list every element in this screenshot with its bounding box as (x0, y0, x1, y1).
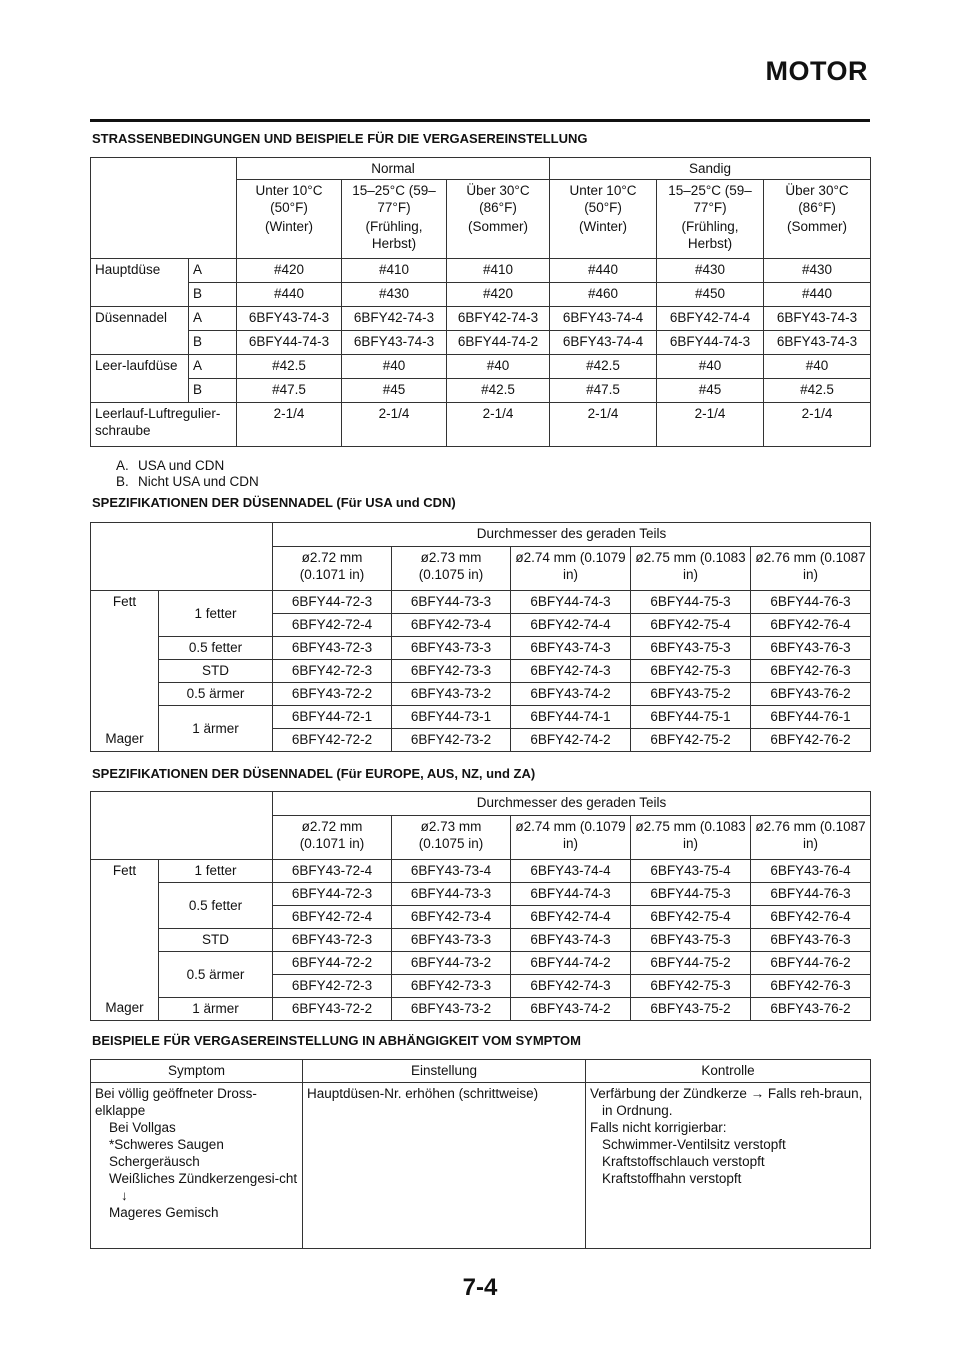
col-header: Über 30°C (86°F) (764, 180, 871, 217)
check-item: Kraftstoffhahn verstopft (602, 1171, 742, 1186)
value-cell: 6BFY43-74-3 (764, 306, 871, 330)
needle-cell: 6BFY42-75-4 (631, 614, 751, 637)
col-header: Über 30°C (86°F) (447, 180, 550, 217)
value-cell: #42.5 (237, 354, 342, 378)
down-arrow-icon: ↓ (121, 1188, 128, 1203)
diam-cell: ø2.74 mm (0.1079 in) (511, 816, 631, 860)
check-line: Falls nicht korrigierbar: (590, 1120, 727, 1135)
needle-cell: 6BFY44-73-2 (392, 952, 511, 975)
check-header: Kontrolle (586, 1060, 871, 1083)
needle-cell: 6BFY43-74-2 (511, 998, 631, 1021)
value-cell: #430 (342, 282, 447, 306)
value-cell: 2-1/4 (657, 402, 764, 446)
diam-cell: ø2.72 mm (0.1071 in) (273, 816, 392, 860)
needle-table-europe (90, 791, 871, 1021)
season-cell: (Sommer) (447, 216, 550, 258)
step-label: 0.5 fetter (159, 883, 273, 929)
needle-cell: 6BFY44-73-3 (392, 883, 511, 906)
value-cell: 6BFY43-74-4 (550, 306, 657, 330)
sandig-header: Sandig (550, 158, 871, 180)
value-cell: #440 (764, 282, 871, 306)
col-header: 15–25°C (59–77°F) (657, 180, 764, 217)
value-cell: #430 (764, 258, 871, 282)
needle-cell: 6BFY43-74-3 (511, 637, 631, 660)
row-label-pilot-jet: Leer-laufdüse (91, 354, 189, 402)
value-cell: #42.5 (447, 378, 550, 402)
mager-label: Mager (105, 731, 144, 746)
symptom-table (90, 1059, 871, 1249)
needle-cell: 6BFY42-73-2 (392, 729, 511, 752)
needle-cell: 6BFY44-72-1 (273, 706, 392, 729)
key-cell: B (189, 330, 237, 354)
step-label: 0.5 ärmer (159, 683, 273, 706)
step-label: 1 ärmer (159, 706, 273, 752)
needle-cell: 6BFY43-74-2 (511, 683, 631, 706)
diam-cell: ø2.74 mm (0.1079 in) (511, 547, 631, 591)
fett-label: Fett (112, 594, 137, 609)
value-cell: 2-1/4 (550, 402, 657, 446)
value-cell: #42.5 (764, 378, 871, 402)
step-label: 0.5 ärmer (159, 952, 273, 998)
season-cell: (Winter) (550, 216, 657, 258)
needle-cell: 6BFY43-73-2 (392, 683, 511, 706)
value-cell: #460 (550, 282, 657, 306)
symptom-result: Mageres Gemisch (109, 1205, 219, 1220)
needle-cell: 6BFY42-72-3 (273, 660, 392, 683)
value-cell: 6BFY42-74-3 (447, 306, 550, 330)
value-cell: 6BFY43-74-3 (764, 330, 871, 354)
needle-cell: 6BFY43-72-3 (273, 929, 392, 952)
needle-cell: 6BFY42-73-3 (392, 975, 511, 998)
value-cell: #410 (342, 258, 447, 282)
value-cell: #42.5 (550, 354, 657, 378)
needle-cell: 6BFY43-75-4 (631, 860, 751, 883)
diam-cell: ø2.72 mm (0.1071 in) (273, 547, 392, 591)
needle-cell: 6BFY42-73-4 (392, 614, 511, 637)
needle-cell: 6BFY43-76-2 (751, 683, 871, 706)
symptom-cell (91, 1083, 303, 1249)
col-header: Unter 10°C (50°F) (237, 180, 342, 217)
needle-cell: 6BFY42-72-3 (273, 975, 392, 998)
needle-cell: 6BFY43-72-4 (273, 860, 392, 883)
needle-cell: 6BFY43-74-3 (511, 929, 631, 952)
needle-cell: 6BFY42-73-4 (392, 906, 511, 929)
value-cell: #430 (657, 258, 764, 282)
fett-label: Fett (112, 863, 137, 878)
needle-cell: 6BFY44-72-2 (273, 952, 392, 975)
corner-cell (91, 158, 237, 217)
diam-cell: ø2.73 mm (0.1075 in) (392, 816, 511, 860)
needle-cell: 6BFY44-75-3 (631, 883, 751, 906)
value-cell: #410 (447, 258, 550, 282)
key-cell: A (189, 258, 237, 282)
step-label: 1 fetter (159, 591, 273, 637)
needle-cell: 6BFY42-75-4 (631, 906, 751, 929)
needle-cell: 6BFY42-72-2 (273, 729, 392, 752)
needle-cell: 6BFY42-73-3 (392, 660, 511, 683)
diam-cell: ø2.73 mm (0.1075 in) (392, 547, 511, 591)
symptom-line: Bei völlig geöffneter Dross-elklappe (95, 1086, 257, 1118)
symptom-item: Schergeräusch (109, 1154, 200, 1169)
needle-cell: 6BFY43-76-3 (751, 929, 871, 952)
needle-cell: 6BFY42-76-2 (751, 729, 871, 752)
diam-cell: ø2.76 mm (0.1087 in) (751, 547, 871, 591)
needle-cell: 6BFY43-74-4 (511, 860, 631, 883)
needle-cell: 6BFY43-75-3 (631, 929, 751, 952)
needle-cell: 6BFY43-73-3 (392, 929, 511, 952)
value-cell: #47.5 (237, 378, 342, 402)
needle-cell: 6BFY43-75-2 (631, 998, 751, 1021)
section-title-needle-usa: SPEZIFIKATIONEN DER DÜSENNADEL (Für USA und CDN) (92, 495, 456, 510)
key-cell: A (189, 306, 237, 330)
needle-cell: 6BFY42-75-3 (631, 975, 751, 998)
needle-cell: 6BFY42-74-3 (511, 975, 631, 998)
section-title-road-conditions: STRASSENBEDINGUNGEN UND BEISPIELE FÜR DIE VERGASEREINSTELLUNG (92, 131, 588, 146)
check-item: Schwimmer-Ventilsitz verstopft (602, 1137, 786, 1152)
value-cell: #440 (237, 282, 342, 306)
needle-cell: 6BFY43-72-2 (273, 683, 392, 706)
symptom-item: *Schweres Saugen (109, 1137, 224, 1152)
diam-cell: ø2.76 mm (0.1087 in) (751, 816, 871, 860)
page-number: 7-4 (462, 1274, 498, 1301)
value-cell: 6BFY42-74-3 (342, 306, 447, 330)
col-header: 15–25°C (59–77°F) (342, 180, 447, 217)
normal-header: Normal (237, 158, 550, 180)
needle-cell: 6BFY44-76-3 (751, 883, 871, 906)
value-cell: 6BFY43-74-4 (550, 330, 657, 354)
season-cell: (Frühling, Herbst) (342, 216, 447, 258)
needle-cell: 6BFY42-74-3 (511, 660, 631, 683)
table-notes (116, 458, 259, 490)
value-cell: #47.5 (550, 378, 657, 402)
season-cell: (Frühling, Herbst) (657, 216, 764, 258)
value-cell: #450 (657, 282, 764, 306)
needle-cell: 6BFY44-75-2 (631, 952, 751, 975)
needle-cell: 6BFY42-76-4 (751, 614, 871, 637)
needle-cell: 6BFY42-74-2 (511, 729, 631, 752)
diam-cell: ø2.75 mm (0.1083 in) (631, 816, 751, 860)
needle-cell: 6BFY44-76-2 (751, 952, 871, 975)
needle-cell: 6BFY43-76-2 (751, 998, 871, 1021)
needle-cell: 6BFY43-75-3 (631, 637, 751, 660)
value-cell: 6BFY43-74-3 (342, 330, 447, 354)
value-cell: #40 (447, 354, 550, 378)
diameter-header: Durchmesser des geraden Teils (273, 523, 871, 547)
header-rule (90, 119, 870, 122)
needle-cell: 6BFY42-76-4 (751, 906, 871, 929)
needle-cell: 6BFY44-76-1 (751, 706, 871, 729)
needle-cell: 6BFY44-72-3 (273, 591, 392, 614)
needle-cell: 6BFY44-73-1 (392, 706, 511, 729)
season-cell: (Winter) (237, 216, 342, 258)
adjustment-cell: Hauptdüsen-Nr. erhöhen (schrittweise) (303, 1083, 586, 1249)
needle-cell: 6BFY43-72-2 (273, 998, 392, 1021)
note-item: B. Nicht USA und CDN (116, 474, 259, 489)
needle-cell: 6BFY44-72-3 (273, 883, 392, 906)
symptom-item: Bei Vollgas (109, 1120, 176, 1135)
step-label: STD (159, 929, 273, 952)
value-cell: #45 (342, 378, 447, 402)
needle-cell: 6BFY42-72-4 (273, 614, 392, 637)
value-cell: 2-1/4 (237, 402, 342, 446)
needle-cell: 6BFY44-75-1 (631, 706, 751, 729)
needle-cell: 6BFY44-75-3 (631, 591, 751, 614)
value-cell: 6BFY44-74-3 (657, 330, 764, 354)
needle-cell: 6BFY43-75-2 (631, 683, 751, 706)
needle-cell: 6BFY42-74-4 (511, 614, 631, 637)
needle-cell: 6BFY44-74-2 (511, 952, 631, 975)
value-cell: 6BFY43-74-3 (237, 306, 342, 330)
needle-cell: 6BFY43-76-4 (751, 860, 871, 883)
check-item: Kraftstoffschlauch verstopft (602, 1154, 765, 1169)
season-cell: (Sommer) (764, 216, 871, 258)
value-cell: #420 (237, 258, 342, 282)
corner-cell (91, 792, 273, 860)
key-cell: A (189, 354, 237, 378)
section-title-needle-europe: SPEZIFIKATIONEN DER DÜSENNADEL (Für EUROPE, AUS, NZ, und ZA) (92, 766, 536, 781)
value-cell: 6BFY44-74-3 (237, 330, 342, 354)
needle-cell: 6BFY43-72-3 (273, 637, 392, 660)
step-label: 1 fetter (159, 860, 273, 883)
value-cell: #40 (657, 354, 764, 378)
step-label: STD (159, 660, 273, 683)
section-title-symptoms: BEISPIELE FÜR VERGASEREINSTELLUNG IN ABHÄNGIGKEIT VOM SYMPTOM (92, 1033, 581, 1048)
value-cell: 2-1/4 (342, 402, 447, 446)
value-cell: 2-1/4 (447, 402, 550, 446)
needle-cell: 6BFY42-74-4 (511, 906, 631, 929)
diameter-header: Durchmesser des geraden Teils (273, 792, 871, 816)
needle-cell: 6BFY44-74-1 (511, 706, 631, 729)
needle-cell: 6BFY43-73-3 (392, 637, 511, 660)
row-label-air-screw: Leerlauf-Luftregulier-schraube (91, 402, 237, 446)
mager-label: Mager (105, 1000, 144, 1015)
check-cell (586, 1083, 871, 1249)
page-header-title: MOTOR (765, 56, 868, 86)
needle-table-usa (90, 522, 871, 752)
needle-cell: 6BFY42-75-2 (631, 729, 751, 752)
key-cell: B (189, 282, 237, 306)
value-cell: #440 (550, 258, 657, 282)
corner-cell (91, 216, 237, 258)
needle-cell: 6BFY43-73-4 (392, 860, 511, 883)
value-cell: 6BFY44-74-2 (447, 330, 550, 354)
carb-settings-table (90, 157, 871, 447)
needle-cell: 6BFY44-74-3 (511, 883, 631, 906)
check-line: Verfärbung der Zündkerze → Falls reh-braun, in Ordnung. (590, 1086, 863, 1118)
needle-cell: 6BFY42-76-3 (751, 660, 871, 683)
value-cell: #40 (764, 354, 871, 378)
rich-lean-axis (91, 860, 159, 1021)
note-item: A. USA und CDN (116, 458, 225, 473)
needle-cell: 6BFY44-76-3 (751, 591, 871, 614)
value-cell: 6BFY42-74-4 (657, 306, 764, 330)
needle-cell: 6BFY43-76-3 (751, 637, 871, 660)
value-cell: #420 (447, 282, 550, 306)
symptom-item: Weißliches Zündkerzengesi-cht (109, 1171, 298, 1186)
needle-cell: 6BFY44-74-3 (511, 591, 631, 614)
col-header: Unter 10°C (50°F) (550, 180, 657, 217)
row-label-needle: Düsennadel (91, 306, 189, 354)
value-cell: 2-1/4 (764, 402, 871, 446)
value-cell: #40 (342, 354, 447, 378)
step-label: 1 ärmer (159, 998, 273, 1021)
symptom-header: Symptom (91, 1060, 303, 1083)
rich-lean-axis (91, 591, 159, 752)
row-label-main-jet: Hauptdüse (91, 258, 189, 306)
key-cell: B (189, 378, 237, 402)
diam-cell: ø2.75 mm (0.1083 in) (631, 547, 751, 591)
step-label: 0.5 fetter (159, 637, 273, 660)
needle-cell: 6BFY42-76-3 (751, 975, 871, 998)
corner-cell (91, 523, 273, 591)
value-cell: #45 (657, 378, 764, 402)
needle-cell: 6BFY42-72-4 (273, 906, 392, 929)
needle-cell: 6BFY44-73-3 (392, 591, 511, 614)
needle-cell: 6BFY42-75-3 (631, 660, 751, 683)
adjustment-header: Einstellung (303, 1060, 586, 1083)
needle-cell: 6BFY43-73-2 (392, 998, 511, 1021)
